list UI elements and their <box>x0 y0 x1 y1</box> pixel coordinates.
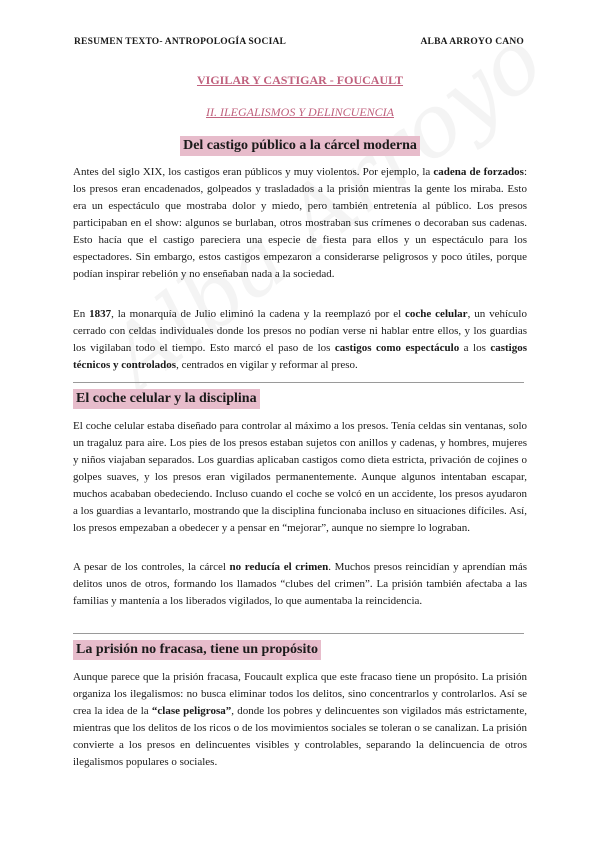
section-2-paragraph-2 <box>73 559 527 610</box>
section-1-paragraph-2 <box>73 306 527 374</box>
bold-term: castigos técnicos y controlados <box>73 342 527 371</box>
section-divider <box>73 382 524 383</box>
header-left: RESUMEN TEXTO- ANTROPOLOGÍA SOCIAL <box>74 37 287 47</box>
text-run: En <box>73 308 90 320</box>
text-run: A pesar de los controles, la cárcel <box>73 561 230 573</box>
bold-term: no reducía el crimen <box>229 561 329 573</box>
section-3-paragraph-1 <box>73 669 527 771</box>
text-run: El coche celular estaba diseñado para controlar al máximo a los presos. Tenía celdas sin ventanas, solo un tragaluz para aire. Los pies de los presos estaban sujetos con anillos y cadenas, y hombres, mujeres y niños viajaban separados. Los guardias aplicaban castigos como dieta estricta, privación de cojines o golpes suaves, y los presos eran vigilados permanentemente. Aunque algunos intentaban escapar, muchos acababan obedeciendo. Incluso cuando el coche se volcó en un accidente, los presos ayudaron a los guardias a levantarlo, mostrando que la disciplina funcionaba incluso en situaciones difíciles. Así, los presos empezaban a obedecer y a pensar en “mejorar”, aunque no siempre lo lograban. <box>73 420 527 534</box>
bold-term: castigos como espectáculo <box>334 342 460 354</box>
text-run: , la monarquía de Julio eliminó la cadena y la reemplazó por el <box>111 308 406 320</box>
section-1-paragraph-1 <box>73 164 527 283</box>
section-1-heading: Del castigo público a la cárcel moderna <box>180 136 420 156</box>
document-subtitle: II. ILEGALISMOS Y DELINCUENCIA <box>206 105 394 119</box>
text-run: a los <box>459 342 491 354</box>
text-run: : los presos eran encadenados, golpeados y trasladados a la prisión mientras la gente los miraba. Esto era un espectáculo que mostraba dolor y miedo, pero también entretenía al público. Los presos participaban en el show: algunos se burlaban, otros mostraban sus crímenes o decoraban sus cadenas. Esto hacía que el castigo pareciera una especie de fiesta para ellos y un espectáculo para los espectadores. Sin embargo, estos castigos empezaron a considerarse peligrosos y poco útiles, porque podían inspirar rebelión y no enseñaban nada a la sociedad. <box>73 166 527 280</box>
text-run: , centrados en vigilar y reformar al preso. <box>176 359 358 371</box>
text-run: , donde los pobres y delincuentes son vigilados más estrictamente, mientras que los delitos de los ricos o de los movimientos sociales se toleran o se canalizan. La prisión convierte a los presos en delincuentes visibles y controlables, separando la delincuencia de otros ilegalismos populares o sociales. <box>73 705 527 768</box>
text-run: Antes del siglo XIX, los castigos eran públicos y muy violentos. Por ejemplo, la <box>73 166 434 178</box>
bold-term: 1837 <box>89 308 112 320</box>
section-divider <box>73 633 524 634</box>
bold-term: “clase peligrosa” <box>151 705 232 717</box>
section-2-heading: El coche celular y la disciplina <box>73 389 260 409</box>
section-1-heading-wrap <box>0 136 600 156</box>
text-run: , un vehículo cerrado con celdas individuales donde los presos no podían verse ni hablar entre ellos, y los guardias los vigilaban todo el tiempo. Esto marcó el paso de los <box>73 308 527 354</box>
text-run: Aunque parece que la prisión fracasa, Foucault explica que este fracaso tiene un propósito. La prisión organiza los ilegalismos: no busca eliminar todos los delitos, sino concentrarlos y controlarlos. Así se crea la idea de la <box>73 671 527 717</box>
page-header <box>74 37 524 47</box>
document-title: VIGILAR Y CASTIGAR - FOUCAULT <box>196 73 404 87</box>
text-run: . Muchos presos reincidían y aprendían más delitos unos de otros, formando los llamados “clubes del crimen”. La prisión también afectaba a las familias y mantenía a los liberados vigilados, lo que aumentaba la reincidencia. <box>73 561 527 607</box>
section-2-paragraph-1 <box>73 418 527 537</box>
bold-term: cadena de forzados <box>433 166 524 178</box>
bold-term: coche celular <box>405 308 468 320</box>
section-3-heading: La prisión no fracasa, tiene un propósito <box>73 640 321 660</box>
header-right: ALBA ARROYO CANO <box>420 37 524 47</box>
